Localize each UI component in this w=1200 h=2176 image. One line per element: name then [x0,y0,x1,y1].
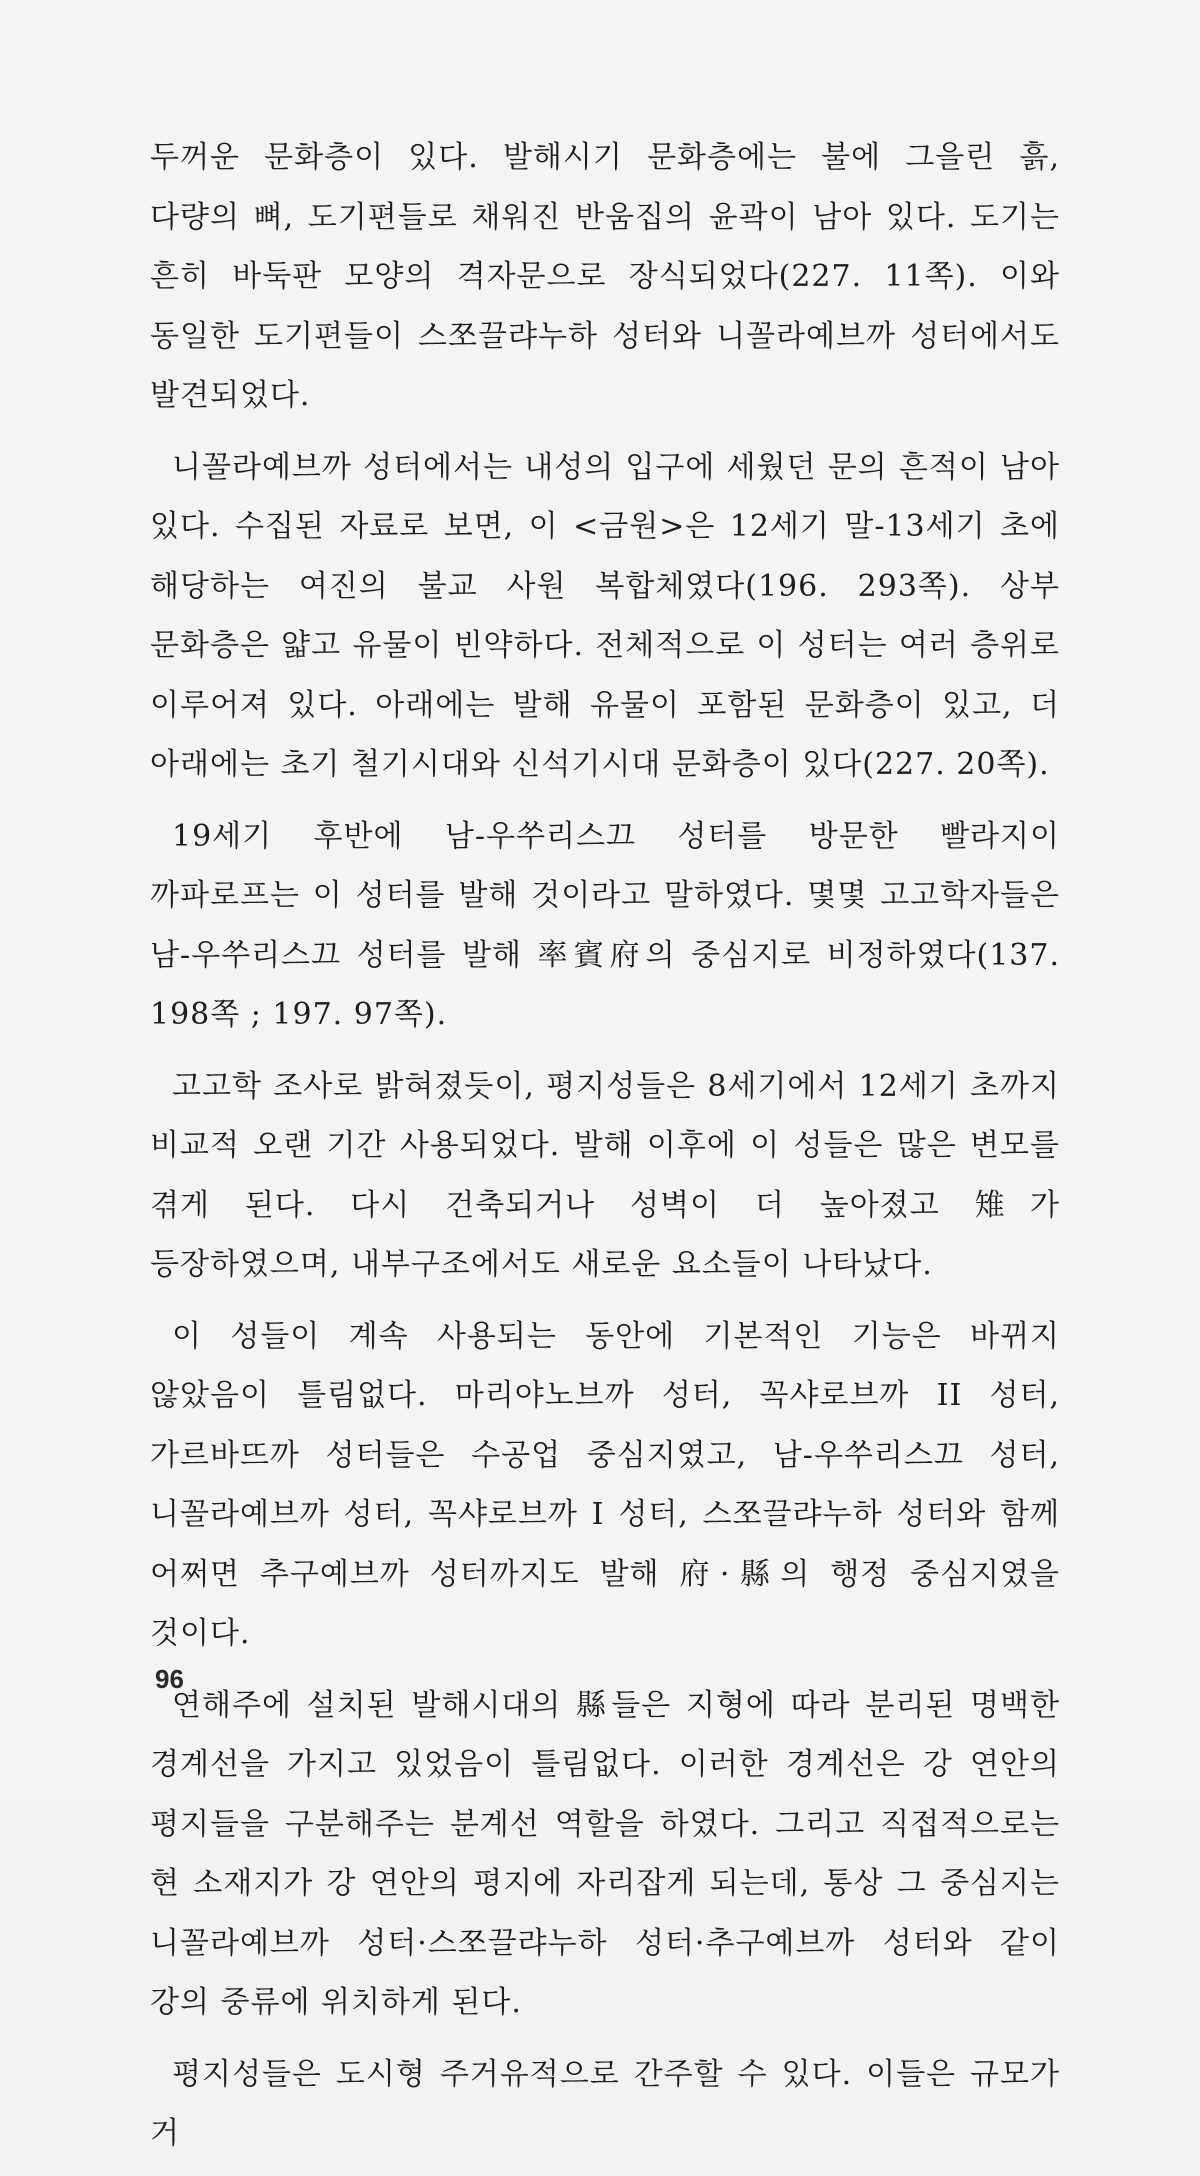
body-text [150,128,1060,2176]
paragraph-1: 두꺼운 문화층이 있다. 발해시기 문화층에는 불에 그을린 흙, 다량의 뼈, 도기편들로 채워진 반움집의 윤곽이 남아 있다. 도기는 흔히 바둑판 모양의 격자문으로 장식되었다(227. 11쪽). 이와 동일한 도기편들이 스쪼끌랴누하 성터와 니꼴라예브까 성터에서도 발견되었다. [150,140,1060,413]
page-number: 96 [155,1664,184,1694]
paragraph-3: 19세기 후반에 남-우쑤리스끄 성터를 방문한 빨라지이 까파로프는 이 성터를 발해 것이라고 말하였다. 몇몇 고고학자들은 남-우쑤리스끄 성터를 발해 率賓府의 중심지로 비정하였다(137. 198쪽 ; 197. 97쪽). [150,818,1060,1032]
paragraph-5: 이 성들이 계속 사용되는 동안에 기본적인 기능은 바뀌지 않았음이 틀림없다. 마리야노브까 성터, 꼭샤로브까 II 성터, 가르바뜨까 성터들은 수공업 중심지였고, 남-우쑤리스끄 성터, 니꼴라예브까 성터, 꼭샤로브까 I 성터, 스쪼끌랴누하 성터와 함께 어쩌면 추구예브까 성터까지도 발해 府·縣의 행정 중심지였을 것이다. [150,1318,1060,1651]
paragraph-2: 니꼴라예브까 성터에서는 내성의 입구에 세웠던 문의 흔적이 남아 있다. 수집된 자료로 보면, 이 <금원>은 12세기 말-13세기 초에 해당하는 여진의 불교 사원 복합체였다(196. 293쪽). 상부 문화층은 얇고 유물이 빈약하다. 전체적으로 이 성터는 여러 층위로 이루어져 있다. 아래에는 발해 유물이 포함된 문화층이 있고, 더 아래에는 초기 철기시대와 신석기시대 문화층이 있다(227. 20쪽). [150,449,1060,782]
paragraph-6: 연해주에 설치된 발해시대의 縣들은 지형에 따라 분리된 명백한 경계선을 가지고 있었음이 틀림없다. 이러한 경계선은 강 연안의 평지들을 구분해주는 분계선 역할을 하였다. 그리고 직접적으로는 현 소재지가 강 연안의 평지에 자리잡게 되는데, 통상 그 중심지는 니꼴라예브까 성터·스쪼끌랴누하 성터·추구예브까 성터와 같이 강의 중류에 위치하게 된다. [150,1687,1060,2020]
paragraph-7: 평지성들은 도시형 주거유적으로 간주할 수 있다. 이들은 규모가 거 [150,2056,1060,2151]
paragraph-4: 고고학 조사로 밝혀졌듯이, 평지성들은 8세기에서 12세기 초까지 비교적 오랜 기간 사용되었다. 발해 이후에 이 성들은 많은 변모를 겪게 된다. 다시 건축되거나 성벽이 더 높아졌고 雉가 등장하였으며, 내부구조에서도 새로운 요소들이 나타났다. [150,1068,1060,1282]
